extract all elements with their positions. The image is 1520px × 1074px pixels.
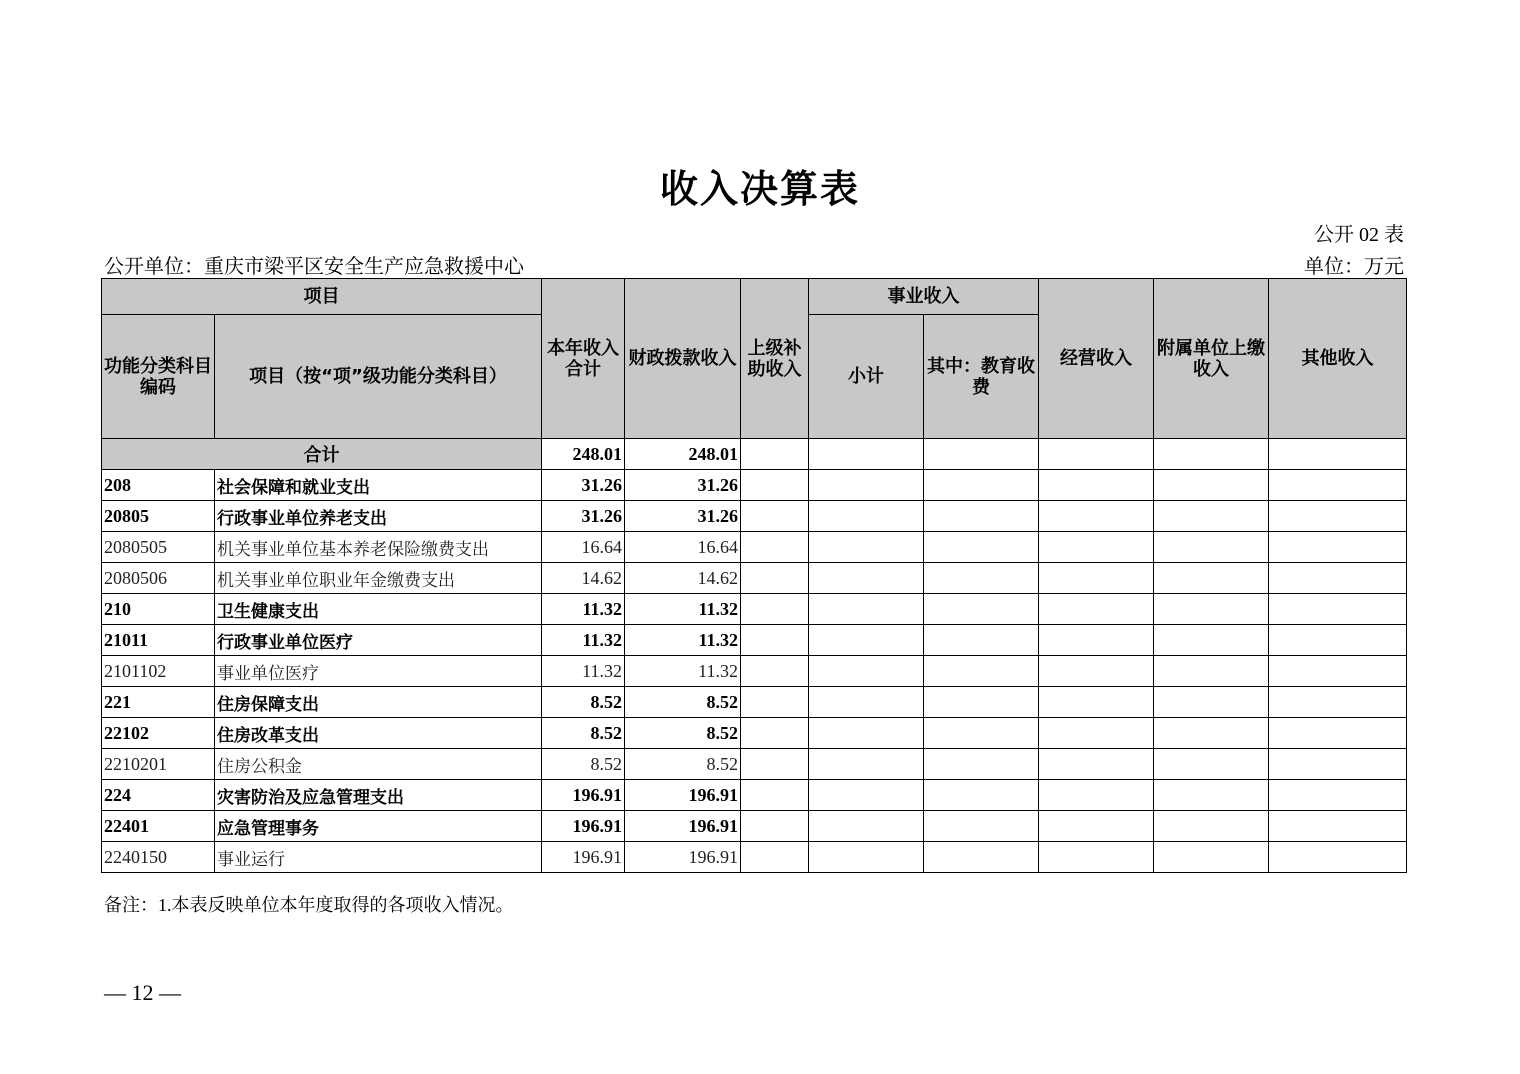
empty-cell [1269, 749, 1407, 780]
header-total-income: 本年收入合计 [542, 279, 625, 439]
currency-unit: 单位：万元 [1304, 256, 1404, 278]
header-edu-fee: 其中：教育收费 [924, 315, 1039, 439]
empty-cell [924, 718, 1039, 749]
empty-cell [809, 594, 924, 625]
func-code-cell: 221 [102, 687, 215, 718]
income-table [101, 278, 1407, 873]
item-name-cell: 事业运行 [215, 842, 542, 873]
empty-cell [1154, 532, 1269, 563]
header-affiliated: 附属单位上缴收入 [1154, 279, 1269, 439]
total-income-cell: 11.32 [542, 625, 625, 656]
fiscal-cell: 196.91 [625, 842, 741, 873]
empty-cell [1269, 532, 1407, 563]
total-income-cell: 8.52 [542, 749, 625, 780]
total-income-cell: 16.64 [542, 532, 625, 563]
page-title: 收入决算表 [659, 167, 860, 211]
empty-cell [1039, 439, 1154, 470]
func-code-cell: 21011 [102, 625, 215, 656]
empty-cell [741, 718, 809, 749]
reporting-unit: 公开单位：重庆市梁平区安全生产应急救援中心 [104, 256, 524, 278]
empty-cell [1269, 501, 1407, 532]
item-name-cell: 应急管理事务 [215, 811, 542, 842]
empty-cell [1039, 501, 1154, 532]
empty-cell [1039, 842, 1154, 873]
empty-cell [741, 532, 809, 563]
empty-cell [741, 780, 809, 811]
total-label: 合计 [102, 439, 542, 470]
empty-cell [1039, 563, 1154, 594]
func-code-cell: 20805 [102, 501, 215, 532]
item-name-cell: 行政事业单位医疗 [215, 625, 542, 656]
empty-cell [924, 470, 1039, 501]
empty-cell [1269, 687, 1407, 718]
empty-cell [809, 842, 924, 873]
fiscal-cell: 14.62 [625, 563, 741, 594]
header-project: 项目 [102, 279, 542, 315]
empty-cell [809, 470, 924, 501]
empty-cell [1269, 563, 1407, 594]
empty-cell [1154, 594, 1269, 625]
empty-cell [1039, 625, 1154, 656]
empty-cell [809, 811, 924, 842]
empty-cell [1154, 501, 1269, 532]
fiscal-cell: 8.52 [625, 749, 741, 780]
empty-cell [1154, 749, 1269, 780]
empty-cell [924, 625, 1039, 656]
table-row [102, 749, 1407, 780]
total-income-cell: 8.52 [542, 718, 625, 749]
empty-cell [1154, 842, 1269, 873]
item-name-cell: 住房公积金 [215, 749, 542, 780]
item-name-cell: 机关事业单位职业年金缴费支出 [215, 563, 542, 594]
empty-cell [1154, 718, 1269, 749]
fiscal-cell: 11.32 [625, 594, 741, 625]
header-superior: 上级补助收入 [741, 279, 809, 439]
empty-cell [741, 749, 809, 780]
func-code-cell: 22102 [102, 718, 215, 749]
item-name-cell: 灾害防治及应急管理支出 [215, 780, 542, 811]
empty-cell [1039, 470, 1154, 501]
empty-cell [924, 811, 1039, 842]
item-name-cell: 社会保障和就业支出 [215, 470, 542, 501]
header-business: 事业收入 [809, 279, 1039, 315]
empty-cell [1039, 811, 1154, 842]
empty-cell [741, 842, 809, 873]
form-number: 公开 02 表 [1314, 224, 1404, 246]
empty-cell [924, 532, 1039, 563]
total-income-cell: 196.91 [542, 780, 625, 811]
header-func-code: 功能分类科目编码 [102, 315, 215, 439]
empty-cell [1269, 594, 1407, 625]
empty-cell [1154, 780, 1269, 811]
item-name-cell: 行政事业单位养老支出 [215, 501, 542, 532]
empty-cell [924, 594, 1039, 625]
table-row [102, 811, 1407, 842]
func-code-cell: 2080506 [102, 563, 215, 594]
total-row [102, 439, 1407, 470]
empty-cell [1154, 811, 1269, 842]
total-income-cell: 8.52 [542, 687, 625, 718]
empty-cell [809, 532, 924, 563]
table-row [102, 532, 1407, 563]
empty-cell [924, 563, 1039, 594]
empty-cell [1039, 687, 1154, 718]
func-code-cell: 208 [102, 470, 215, 501]
total-income-cell: 11.32 [542, 656, 625, 687]
empty-cell [1269, 842, 1407, 873]
empty-cell [924, 842, 1039, 873]
empty-cell [924, 687, 1039, 718]
total-income-cell: 196.91 [542, 842, 625, 873]
fiscal-cell: 196.91 [625, 811, 741, 842]
empty-cell [741, 656, 809, 687]
empty-cell [741, 563, 809, 594]
table-row [102, 656, 1407, 687]
table-note: 备注：1.本表反映单位本年度取得的各项收入情况。 [104, 895, 514, 915]
func-code-cell: 2240150 [102, 842, 215, 873]
total-income-value: 248.01 [542, 439, 625, 470]
empty-cell [1154, 563, 1269, 594]
fiscal-cell: 8.52 [625, 718, 741, 749]
table-row [102, 470, 1407, 501]
empty-cell [1039, 532, 1154, 563]
empty-cell [809, 501, 924, 532]
table-row [102, 501, 1407, 532]
empty-cell [924, 749, 1039, 780]
func-code-cell: 2210201 [102, 749, 215, 780]
header-fiscal: 财政拨款收入 [625, 279, 741, 439]
empty-cell [1269, 780, 1407, 811]
empty-cell [1154, 470, 1269, 501]
empty-cell [924, 501, 1039, 532]
item-name-cell: 住房改革支出 [215, 718, 542, 749]
total-fiscal-value: 248.01 [625, 439, 741, 470]
empty-cell [1269, 656, 1407, 687]
total-income-cell: 31.26 [542, 501, 625, 532]
empty-cell [741, 470, 809, 501]
empty-cell [1269, 470, 1407, 501]
empty-cell [1269, 439, 1407, 470]
table-row [102, 594, 1407, 625]
empty-cell [741, 811, 809, 842]
empty-cell [809, 439, 924, 470]
header-other: 其他收入 [1269, 279, 1407, 439]
fiscal-cell: 8.52 [625, 687, 741, 718]
empty-cell [809, 625, 924, 656]
func-code-cell: 224 [102, 780, 215, 811]
empty-cell [1039, 749, 1154, 780]
empty-cell [924, 780, 1039, 811]
empty-cell [1039, 780, 1154, 811]
empty-cell [1154, 439, 1269, 470]
table-row [102, 718, 1407, 749]
empty-cell [1154, 687, 1269, 718]
item-name-cell: 事业单位医疗 [215, 656, 542, 687]
total-income-cell: 14.62 [542, 563, 625, 594]
empty-cell [741, 594, 809, 625]
empty-cell [809, 656, 924, 687]
table-row [102, 687, 1407, 718]
total-income-cell: 11.32 [542, 594, 625, 625]
table-row [102, 563, 1407, 594]
empty-cell [1269, 811, 1407, 842]
func-code-cell: 2080505 [102, 532, 215, 563]
fiscal-cell: 196.91 [625, 780, 741, 811]
table-row [102, 625, 1407, 656]
table-row [102, 780, 1407, 811]
total-income-cell: 196.91 [542, 811, 625, 842]
item-name-cell: 卫生健康支出 [215, 594, 542, 625]
empty-cell [1269, 625, 1407, 656]
empty-cell [1039, 656, 1154, 687]
table-row [102, 842, 1407, 873]
empty-cell [809, 749, 924, 780]
empty-cell [809, 780, 924, 811]
empty-cell [741, 439, 809, 470]
header-item-name: 项目（按“项”级功能分类科目） [215, 315, 542, 439]
header-subtotal: 小计 [809, 315, 924, 439]
fiscal-cell: 11.32 [625, 656, 741, 687]
empty-cell [809, 563, 924, 594]
func-code-cell: 22401 [102, 811, 215, 842]
func-code-cell: 210 [102, 594, 215, 625]
fiscal-cell: 11.32 [625, 625, 741, 656]
empty-cell [741, 501, 809, 532]
empty-cell [741, 625, 809, 656]
empty-cell [1154, 625, 1269, 656]
header-operation: 经营收入 [1039, 279, 1154, 439]
fiscal-cell: 31.26 [625, 501, 741, 532]
empty-cell [1039, 594, 1154, 625]
fiscal-cell: 31.26 [625, 470, 741, 501]
empty-cell [741, 687, 809, 718]
empty-cell [809, 718, 924, 749]
item-name-cell: 住房保障支出 [215, 687, 542, 718]
empty-cell [1154, 656, 1269, 687]
empty-cell [1039, 718, 1154, 749]
total-income-cell: 31.26 [542, 470, 625, 501]
empty-cell [1269, 718, 1407, 749]
empty-cell [924, 656, 1039, 687]
item-name-cell: 机关事业单位基本养老保险缴费支出 [215, 532, 542, 563]
func-code-cell: 2101102 [102, 656, 215, 687]
page-number: — 12 — [104, 980, 181, 1005]
empty-cell [924, 439, 1039, 470]
empty-cell [809, 687, 924, 718]
fiscal-cell: 16.64 [625, 532, 741, 563]
